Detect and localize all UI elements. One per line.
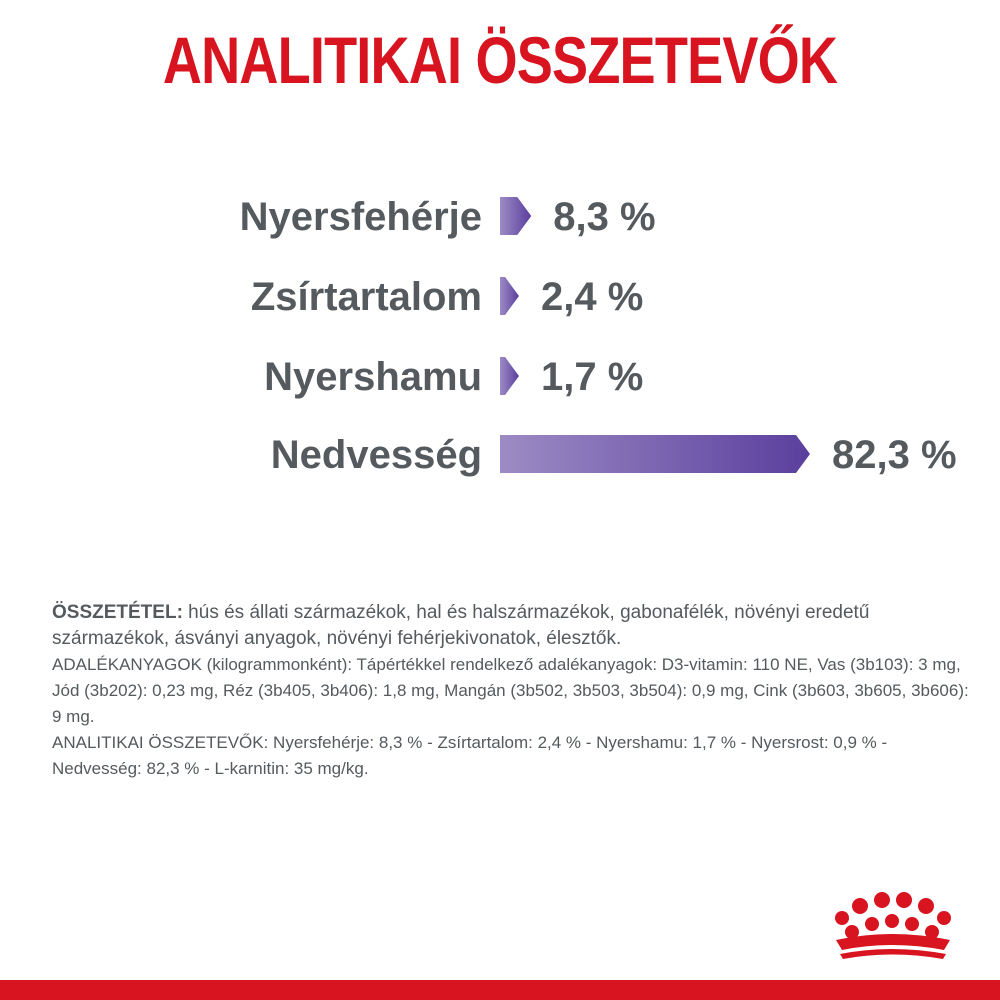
bar	[500, 277, 519, 315]
bar	[500, 357, 519, 395]
bar	[500, 435, 810, 473]
analytical-bar-chart	[0, 170, 1000, 500]
value-label: 8,3 %	[553, 195, 656, 239]
value-label: 1,7 %	[541, 355, 644, 399]
category-label: Nyershamu	[264, 355, 482, 399]
analytical-text: ANALITIKAI ÖSSZETEVŐK: Nyersfehérje: 8,3 % - Zsírtartalom: 2,4 % - Nyershamu: 1,7 % - Nyersrost: 0,9 % - Nedvesség: 82,3 % - L-karnitin: 35 mg/kg.	[52, 733, 888, 778]
category-label: Nedvesség	[270, 433, 482, 477]
composition-lead-label: ÖSSZETÉTEL:	[52, 602, 183, 623]
page-title: ANALITIKAI ÖSSZETEVŐK	[162, 23, 838, 97]
composition-text	[52, 600, 972, 782]
bar	[500, 197, 531, 235]
value-label: 82,3 %	[832, 433, 957, 477]
composition-lead-text: hús és állati származékok, hal és halszármazékok, gabonafélék, növényi eredetű származékok, ásványi anyagok, növényi fehérjekivonatok, élesztők.	[52, 602, 870, 649]
category-label: Nyersfehérje	[239, 195, 482, 239]
category-label: Zsírtartalom	[250, 275, 482, 319]
additives-text: ADALÉKANYAGOK (kilogrammonként): Tápértékkel rendelkező adalékanyagok: D3-vitamin: 110 NE, Vas (3b103): 3 mg, Jód (3b202): 0,23 mg, Réz (3b405, 3b406): 1,8 mg, Mangán (3b502, 3b503, 3b504): 0,9 mg, Cink (3b603, 3b605, 3b606): 9 mg.	[52, 655, 969, 726]
value-label: 2,4 %	[541, 275, 644, 319]
crown-logo-icon	[822, 888, 962, 968]
bottom-brand-bar	[0, 980, 1000, 1000]
